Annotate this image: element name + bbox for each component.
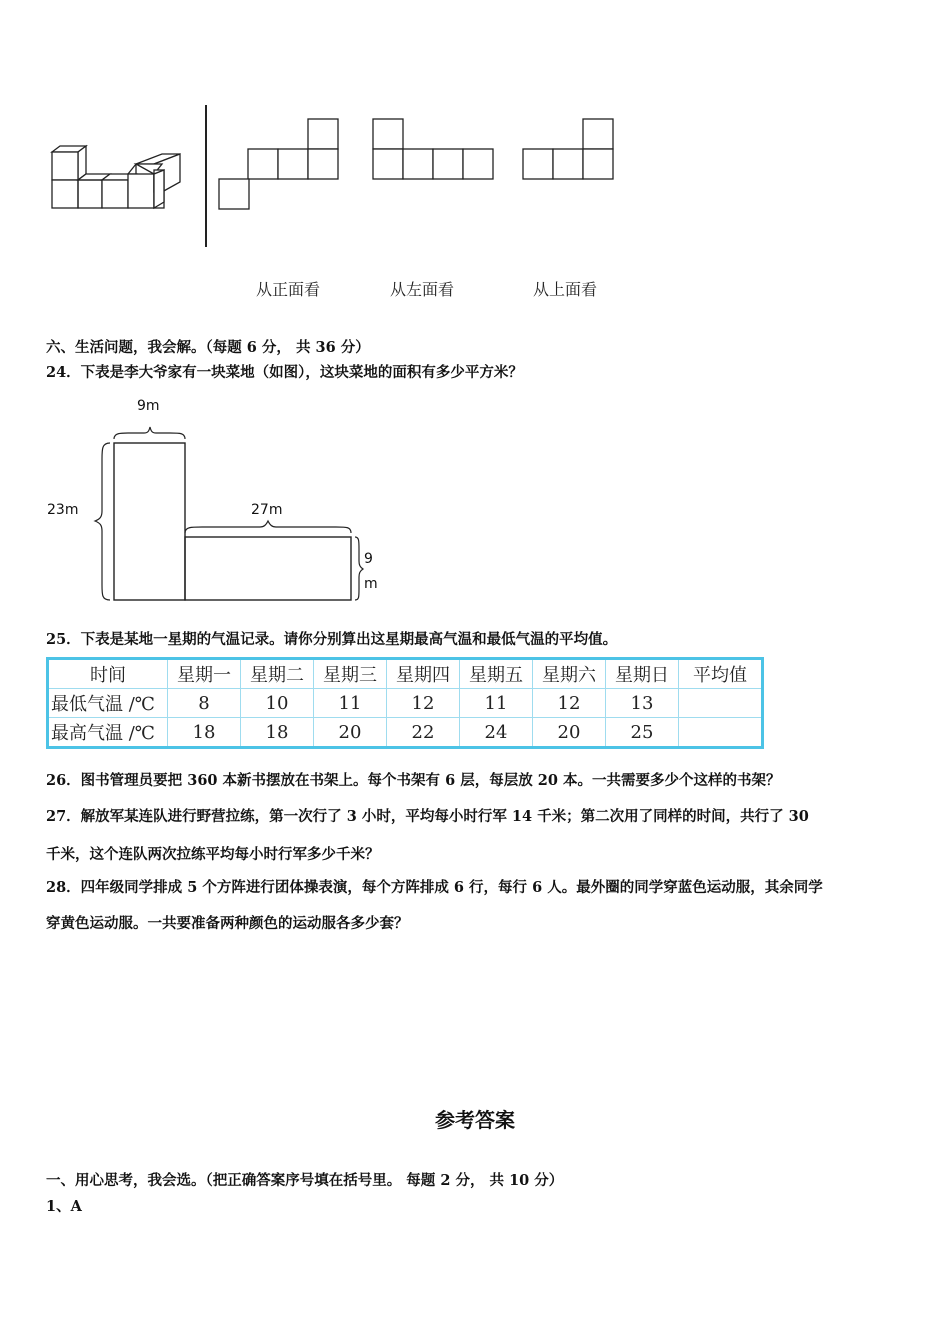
q24-dim-m-right: m xyxy=(364,576,378,592)
table-cell: 13 xyxy=(606,689,679,718)
left-view-grid xyxy=(372,118,496,180)
table-header-cell: 星期六 xyxy=(533,659,606,689)
table-cell xyxy=(679,718,763,748)
table-cell: 11 xyxy=(460,689,533,718)
table-cell: 18 xyxy=(168,718,241,748)
q28-line2: 穿黄色运动服。一共要准备两种颜色的运动服各多少套？ xyxy=(46,915,409,932)
left-view-label: 从左面看 xyxy=(390,280,455,299)
q27-line1: 27．解放军某连队进行野营拉练，第一次行了 3 小时，平均每小时行军 14 千米；第二次用了同样的时间，共行了 30 xyxy=(46,808,809,825)
section6-heading: 六、生活问题，我会解。（每题 6 分， 共 36 分） xyxy=(46,339,370,356)
front-view-grid xyxy=(218,118,340,210)
table-cell: 18 xyxy=(241,718,314,748)
answers-title: 参考答案 xyxy=(435,1108,515,1132)
solid-figure xyxy=(40,140,190,220)
table-header-cell: 星期二 xyxy=(241,659,314,689)
q24-dim-23m: 23m xyxy=(47,502,79,518)
q25-text: 25．下表是某地一星期的气温记录。请你分别算出这星期最高气温和最低气温的平均值。 xyxy=(46,631,618,648)
q24-text: 24．下表是李大爷家有一块菜地（如图），这块菜地的面积有多少平方米？ xyxy=(46,364,523,381)
table-cell: 24 xyxy=(460,718,533,748)
table-row xyxy=(48,689,763,718)
answers-section1-heading: 一、用心思考，我会选。（把正确答案序号填在括号里。 每题 2 分， 共 10 分） xyxy=(46,1172,564,1189)
table-row xyxy=(48,718,763,748)
table-header-cell: 平均值 xyxy=(679,659,763,689)
table-cell: 20 xyxy=(314,718,387,748)
table-cell: 12 xyxy=(387,689,460,718)
top-view-grid xyxy=(522,118,616,180)
table-row-label: 最低气温 /℃ xyxy=(48,689,168,718)
table-header-row xyxy=(48,659,763,689)
table-cell: 8 xyxy=(168,689,241,718)
table-row-label: 最高气温 /℃ xyxy=(48,718,168,748)
table-header-cell: 时间 xyxy=(48,659,168,689)
table-cell: 25 xyxy=(606,718,679,748)
table-header-cell: 星期五 xyxy=(460,659,533,689)
table-cell: 20 xyxy=(533,718,606,748)
front-view-label: 从正面看 xyxy=(256,280,321,299)
table-cell: 10 xyxy=(241,689,314,718)
q28-line1: 28．四年级同学排成 5 个方阵进行团体操表演，每个方阵排成 6 行，每行 6 人。最外圈的同学穿蓝色运动服，其余同学 xyxy=(46,879,823,896)
q24-plot-diagram xyxy=(90,425,390,610)
q24-dim-27m: 27m xyxy=(251,502,283,518)
temperature-table xyxy=(46,657,764,749)
table-cell xyxy=(679,689,763,718)
table-cell: 12 xyxy=(533,689,606,718)
answer-1: 1、A xyxy=(46,1198,82,1215)
q26-text: 26．图书管理员要把 360 本新书摆放在书架上。每个书架有 6 层，每层放 20 本。一共需要多少个这样的书架？ xyxy=(46,772,781,789)
table-header-cell: 星期一 xyxy=(168,659,241,689)
table-header-cell: 星期四 xyxy=(387,659,460,689)
q24-dim-9m-top: 9m xyxy=(137,398,160,414)
table-cell: 22 xyxy=(387,718,460,748)
top-view-label: 从上面看 xyxy=(533,280,598,299)
table-cell: 11 xyxy=(314,689,387,718)
table-header-cell: 星期日 xyxy=(606,659,679,689)
q24-dim-9-right: 9 xyxy=(364,551,373,567)
figure-divider xyxy=(205,105,207,247)
table-header-cell: 星期三 xyxy=(314,659,387,689)
q27-line2: 千米，这个连队两次拉练平均每小时行军多少千米？ xyxy=(46,846,380,863)
